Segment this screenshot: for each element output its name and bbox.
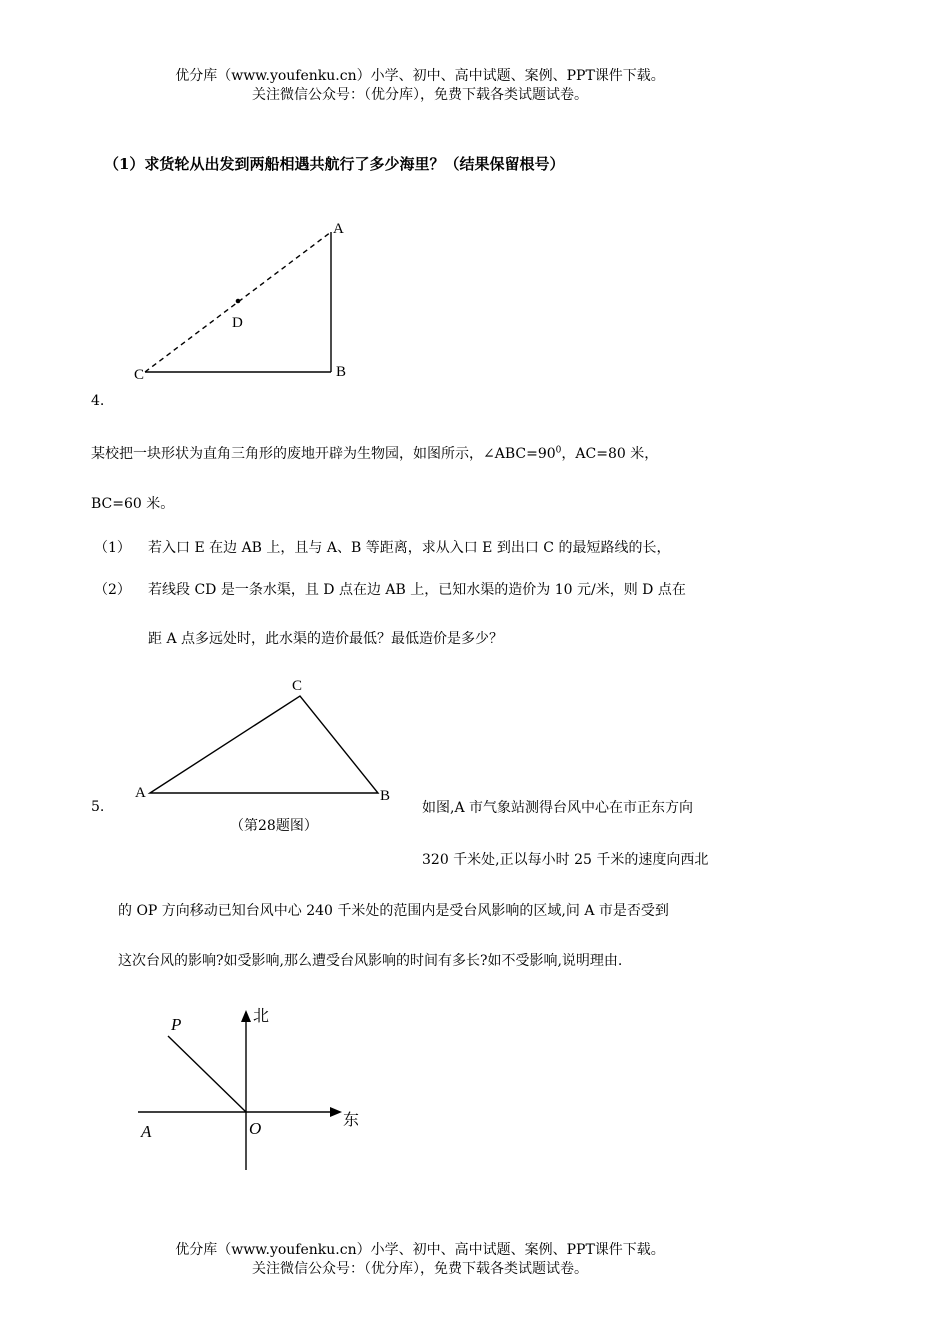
question-4-part-2-number: （2）	[94, 582, 131, 598]
question-5-number: 5.	[91, 799, 105, 815]
fig3-label-a: A	[141, 1122, 152, 1141]
fig3-label-north: 北	[253, 1006, 270, 1025]
question-5-line-4: 这次台风的影响?如受影响,那么遭受台风影响的时间有多长?如不受影响,说明理由.	[118, 953, 623, 969]
fig2-label-a: A	[135, 785, 146, 801]
fig3-label-o: O	[249, 1119, 262, 1138]
footer-line-1: 优分库（www.youfenku.cn）小学、初中、高中试题、案例、PPT课件下载。	[175, 1242, 665, 1258]
header-line-2: 关注微信公众号：（优分库），免费下载各类试题试卷。	[252, 87, 588, 103]
question-4-line-1: 某校把一块形状为直角三角形的废地开辟为生物园，如图所示，$\angle ABC=90^0$，AC=80 米，	[91, 445, 659, 462]
question-5-line-2: 320 千米处,正以每小时 25 千米的速度向西北	[422, 852, 709, 868]
fig1-label-a: A	[333, 221, 344, 237]
question-4-part-1-text: 若入口 E 在边 AB 上，且与 A、B 等距离，求从入口 E 到出口 C 的最短路线的长，	[148, 540, 671, 556]
fig1-label-c: C	[134, 367, 145, 383]
question-4-line-2: BC=60 米。	[91, 496, 175, 512]
fig1-label-b: B	[336, 364, 347, 380]
east-arrow-icon	[330, 1107, 342, 1117]
fig3-label-p: P	[171, 1015, 182, 1034]
question-3-part-1: （1）求货轮从出发到两船相遇共航行了多少海里？（结果保留根号）	[104, 155, 565, 173]
degree-sup: 0	[555, 445, 562, 456]
question-4-part-2-text: 若线段 CD 是一条水渠，且 D 点在边 AB 上，已知水渠的造价为 10 元/米，则 D 点在	[148, 582, 686, 598]
north-arrow-icon	[241, 1010, 251, 1022]
header-line-1: 优分库（www.youfenku.cn）小学、初中、高中试题、案例、PPT课件下载。	[175, 68, 665, 84]
segment-op	[168, 1036, 246, 1112]
question-4-number: 4.	[91, 393, 105, 409]
question-5-line-3: 的 OP 方向移动已知台风中心 240 千米处的范围内是受台风影响的区域,问 A 市是否受到	[118, 903, 669, 919]
question-4-part-2-continued: 距 A 点多远处时，此水渠的造价最低？最低造价是多少？	[148, 631, 504, 647]
fig2-label-c: C	[292, 678, 303, 694]
question-4-part-1-number: （1）	[94, 540, 131, 556]
fig2-label-b: B	[380, 788, 391, 804]
fig3-label-east: 东	[343, 1110, 360, 1129]
question-5-line-1: 如图,A 市气象站测得台风中心在市正东方向	[422, 800, 694, 816]
fig1-label-d: D	[232, 315, 243, 331]
footer-line-2: 关注微信公众号：（优分库），免费下载各类试题试卷。	[252, 1261, 588, 1277]
figure-2-caption: （第28题图）	[230, 818, 318, 834]
